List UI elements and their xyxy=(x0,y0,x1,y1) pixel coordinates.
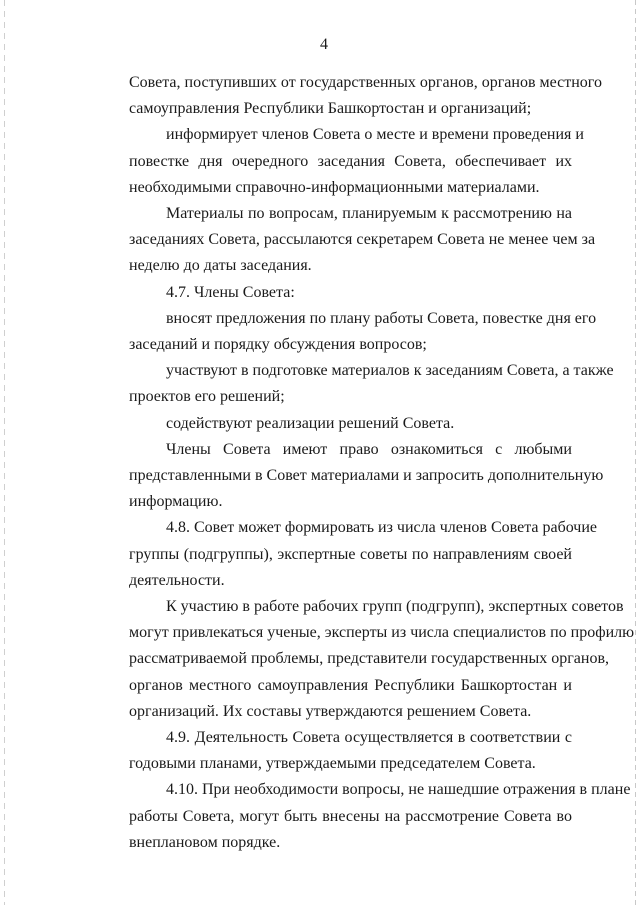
text-line: группы (подгруппы), экспертные советы по направлениям своей xyxy=(129,545,572,563)
text-line: вносят предложения по плану работы Совета, повестке дня его xyxy=(166,309,597,327)
text-line: представленными в Совет материалами и запросить дополнительную xyxy=(129,467,604,485)
paragraph xyxy=(92,437,604,516)
text-line: 4.10. При необходимости вопросы, не нашедшие отражения в плане xyxy=(166,781,631,799)
text-line: организаций. Их составы утверждаются решением Совета. xyxy=(129,702,532,720)
text-line: информацию. xyxy=(129,493,223,511)
text-line: 4.9. Деятельность Совета осуществляется в соответствии с xyxy=(166,729,572,747)
text-line: повестке дня очередного заседания Совета, обеспечивает их xyxy=(129,152,572,170)
text-line: заседаниях Совета, рассылаются секретарем Совета не менее чем за xyxy=(129,231,596,249)
paragraph xyxy=(92,725,572,777)
text-line: самоуправления Республики Башкортостан и организаций; xyxy=(129,100,532,118)
paragraph xyxy=(92,280,572,306)
text-line: Материалы по вопросам, планируемым к рассмотрению на xyxy=(166,205,572,223)
paragraph xyxy=(92,411,572,437)
text-line: Совета, поступивших от государственных органов, органов местного xyxy=(129,74,602,91)
paragraph xyxy=(92,306,597,358)
text-line: неделю до даты заседания. xyxy=(129,257,312,275)
text-line: проектов его решений; xyxy=(129,388,285,406)
text-line: внеплановом порядке. xyxy=(129,833,281,851)
paragraph xyxy=(92,777,631,856)
text-line: Члены Совета имеют право ознакомиться с любыми xyxy=(166,440,572,458)
scan-edge-left xyxy=(4,0,5,905)
paragraph xyxy=(92,515,598,594)
text-line: заседаний и порядку обсуждения вопросов; xyxy=(129,336,427,354)
text-line: 4.7. Члены Совета: xyxy=(166,283,295,301)
text-line: 4.8. Совет может формировать из числа членов Совета рабочие xyxy=(166,519,598,537)
document-body xyxy=(92,70,635,856)
text-line: К участию в работе рабочих групп (подгрупп), экспертных советов xyxy=(166,598,624,616)
paragraph xyxy=(92,70,602,122)
text-line: работы Совета, могут быть внесены на рассмотрение Совета во xyxy=(129,807,572,825)
text-line: могут привлекаться ученые, эксперты из числа специалистов по профилю xyxy=(129,624,635,642)
text-line: участвуют в подготовке материалов к заседаниям Совета, а также xyxy=(166,362,614,380)
text-line: органов местного самоуправления Республики Башкортостан и xyxy=(129,676,572,694)
text-line: деятельности. xyxy=(129,571,225,589)
page-number: 4 xyxy=(320,36,328,53)
scan-edge-right xyxy=(635,0,636,905)
paragraph xyxy=(92,358,614,410)
text-line: годовыми планами, утверждаемыми председателем Совета. xyxy=(129,755,536,773)
text-line: содействуют реализации решений Совета. xyxy=(166,414,455,432)
paragraph xyxy=(92,122,584,201)
paragraph xyxy=(92,594,635,725)
text-line: рассматриваемой проблемы, представители государственных органов, xyxy=(129,650,609,668)
text-line: информирует членов Совета о месте и времени проведения и xyxy=(166,126,584,144)
paragraph xyxy=(92,201,596,280)
text-line: необходимыми справочно-информационными материалами. xyxy=(129,178,540,196)
